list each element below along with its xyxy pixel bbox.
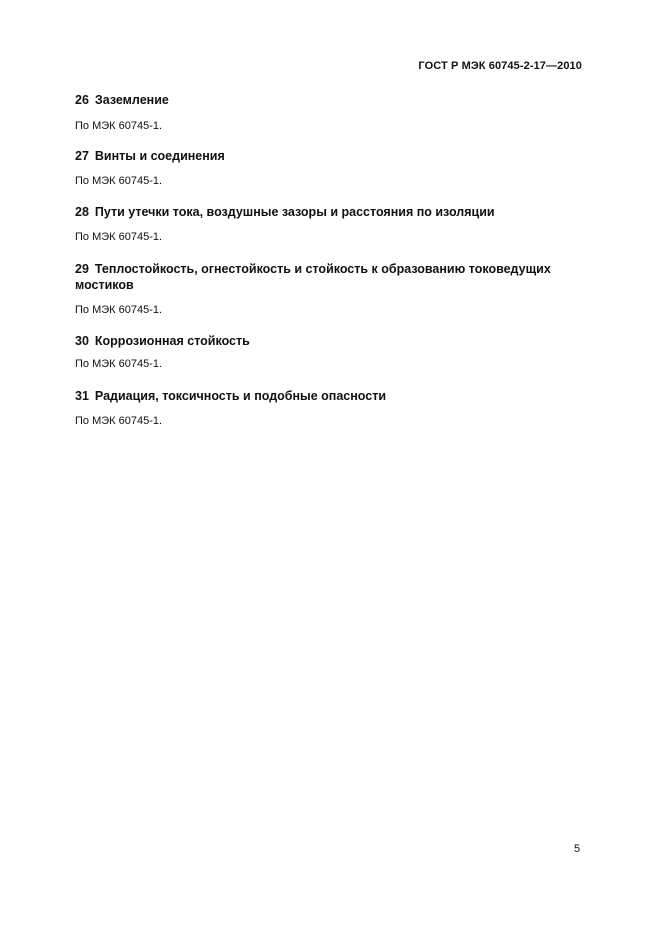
section-heading-27	[75, 148, 595, 164]
section-body-26: По МЭК 60745-1.	[75, 120, 163, 132]
section-title: Коррозионная стойкость	[94, 334, 250, 348]
section-heading-30	[75, 333, 595, 349]
standard-header: ГОСТ Р МЭК 60745-2-17—2010	[418, 60, 582, 72]
section-number: 28	[75, 205, 89, 219]
section-heading-29	[75, 261, 595, 293]
page-number: 5	[574, 843, 581, 855]
section-body-27: По МЭК 60745-1.	[75, 175, 163, 187]
section-heading-31	[75, 388, 595, 404]
section-title: Радиация, токсичность и подобные опасности	[94, 389, 387, 403]
section-number: 26	[75, 93, 89, 107]
section-heading-28	[75, 204, 595, 220]
section-body-29: По МЭК 60745-1.	[75, 304, 163, 316]
section-body-31: По МЭК 60745-1.	[75, 415, 163, 427]
section-heading-26	[75, 92, 595, 108]
section-title: Пути утечки тока, воздушные зазоры и расстояния по изоляции	[94, 205, 495, 219]
section-number: 30	[75, 334, 89, 348]
section-title: Винты и соединения	[94, 149, 225, 163]
section-body-30: По МЭК 60745-1.	[75, 358, 163, 370]
section-title: Заземление	[94, 93, 169, 107]
section-number: 29	[75, 262, 89, 276]
section-number: 31	[75, 389, 89, 403]
section-body-28: По МЭК 60745-1.	[75, 231, 163, 243]
section-number: 27	[75, 149, 89, 163]
section-title: Теплостойкость, огнестойкость и стойкость к образованию токоведущих мостиков	[75, 262, 551, 292]
